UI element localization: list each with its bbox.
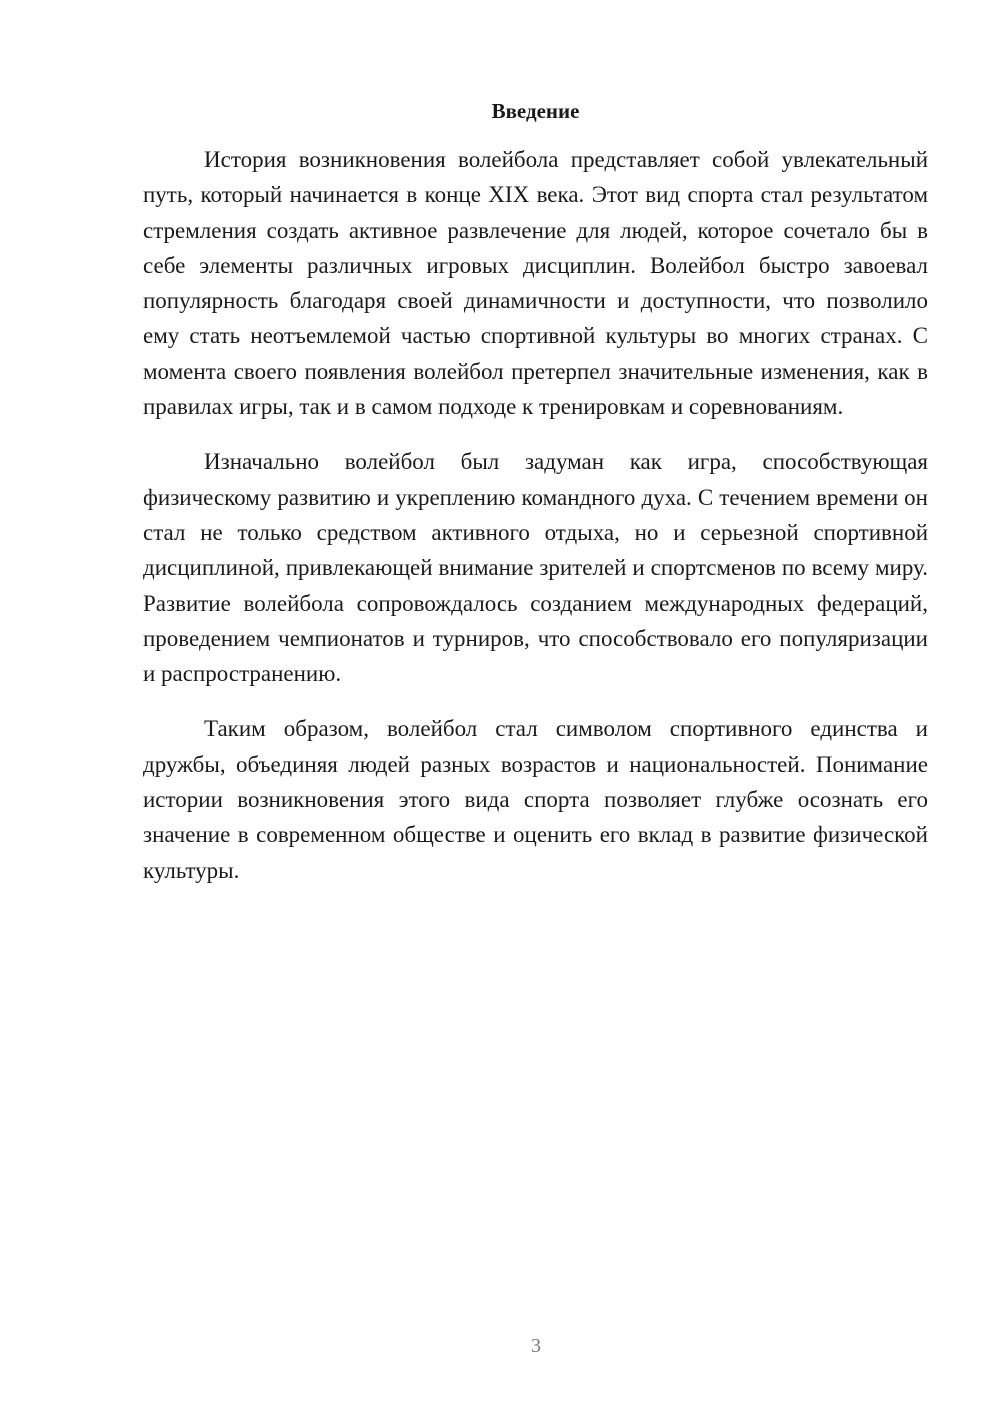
section-heading: Введение (491, 99, 580, 123)
paragraph-1: История возникновения волейбола представляет собой увлекательный путь, который начинается в конце XIX века. Этот вид спорта стал результатом стремления создать активное развлечение для людей, которое сочетало бы в себе элементы различных игровых дисциплин. Волейбол быстро завоевал популярность благодаря своей динамичности и доступности, что позволило ему стать неотъемлемой частью спортивной культуры во многих странах. С момента своего появления волейбол претерпел значительные изменения, как в правилах игры, так и в самом подходе к тренировкам и соревнованиям. (143, 147, 928, 420)
page-number: 3 (531, 1335, 541, 1357)
body-text (143, 142, 928, 908)
paragraph-2: Изначально волейбол был задуман как игра, способствующая физическому развитию и укреплению командного духа. С течением времени он стал не только средством активного отдыха, но и серьезной спортивной дисциплиной, привлекающей внимание зрителей и спортсменов по всему миру. Развитие волейбола сопровождалось созданием международных федераций, проведением чемпионатов и турниров, что способствовало его популяризации и распространению. (143, 449, 928, 687)
paragraph-3: Таким образом, волейбол стал символом спортивного единства и дружбы, объединяя людей разных возрастов и национальностей. Понимание истории возникновения этого вида спорта позволяет глубже осознать его значение в современном обществе и оценить его вклад в развитие физической культуры. (143, 716, 928, 883)
